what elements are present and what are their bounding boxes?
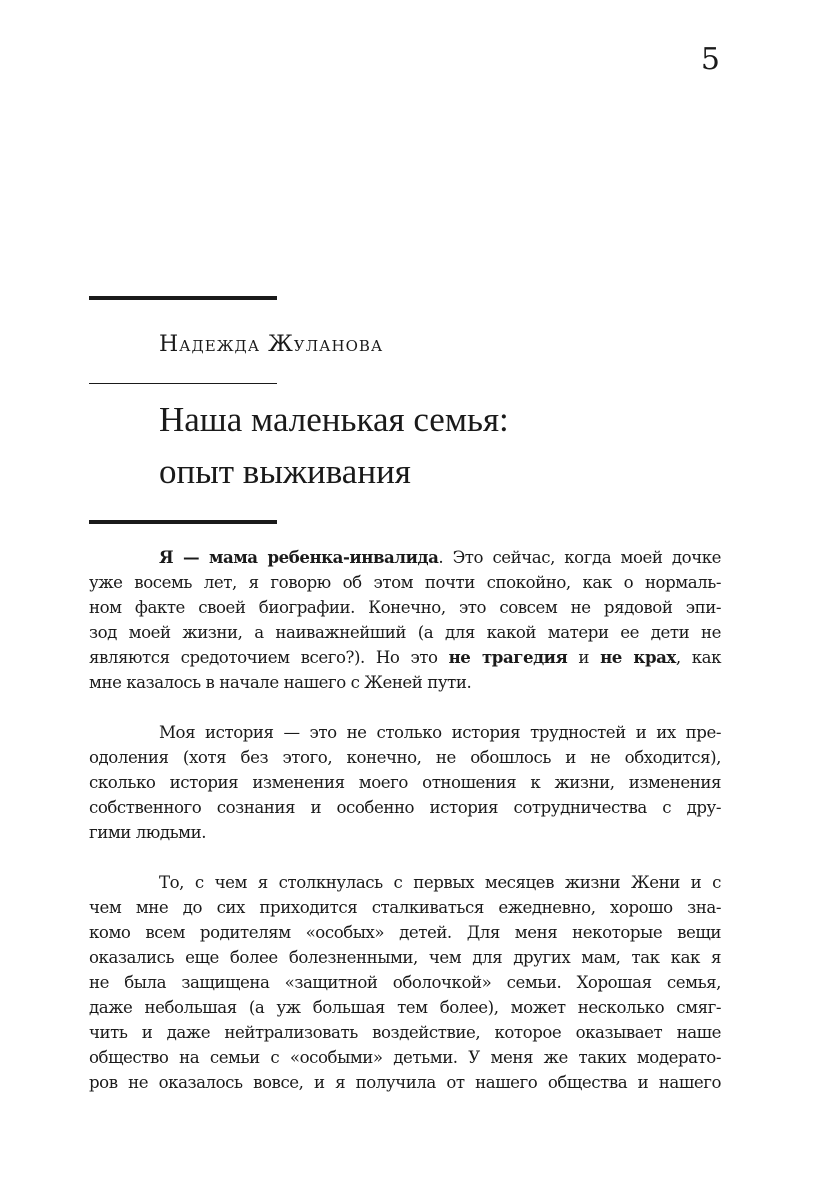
page-number: 5 xyxy=(700,42,720,77)
bold-phrase: Я — мама ребенка-инвалида xyxy=(159,547,439,567)
top-rule-divider xyxy=(89,296,277,300)
bold-phrase: не трагедия xyxy=(448,647,568,667)
middle-rule-divider xyxy=(89,383,277,384)
text-line: собственного сознания и особенно история сотрудничества с дру- xyxy=(89,798,721,817)
text-line: общество на семьи с «особыми» детьми. У меня же таких модерато- xyxy=(89,1048,721,1067)
text-line: одоления (хотя без этого, конечно, не обошлось и не обходится), xyxy=(89,748,721,767)
chapter-title-line-1: Наша маленькая семья: xyxy=(159,400,509,439)
text-line xyxy=(89,545,721,570)
bold-phrase: не крах xyxy=(600,647,676,667)
chapter-title xyxy=(159,394,509,498)
text-line: не была защищена «защитной оболочкой» семьи. Хорошая семья, xyxy=(89,973,721,992)
text-segment: , как xyxy=(675,648,721,667)
text-line: ров не оказалось вовсе, и я получила от нашего общества и нашего xyxy=(89,1073,721,1092)
text-line: уже восемь лет, я говорю об этом почти спокойно, как о нормаль- xyxy=(89,573,721,592)
text-segment: . Это сейчас, когда моей дочке xyxy=(438,548,722,567)
text-line: чить и даже нейтрализовать воздействие, которое оказывает наше xyxy=(89,1023,721,1042)
paragraph-1 xyxy=(89,545,721,695)
paragraph-2 xyxy=(89,720,721,845)
body-text xyxy=(89,545,721,1120)
bottom-rule-divider xyxy=(89,520,277,524)
text-line: даже небольшая (а уж большая тем более), может несколько смяг- xyxy=(89,998,721,1017)
paragraph-3 xyxy=(89,870,721,1095)
text-line: чем мне до сих приходится сталкиваться ежедневно, хорошо зна- xyxy=(89,898,721,917)
text-line: гими людьми. xyxy=(89,823,207,842)
text-line: мне казалось в начале нашего с Женей пути. xyxy=(89,673,472,692)
author-name: Надежда Жуланова xyxy=(159,332,384,357)
text-line: сколько история изменения моего отношения к жизни, изменения xyxy=(89,773,721,792)
text-line: комо всем родителям «особых» детей. Для меня некоторые вещи xyxy=(89,923,721,942)
text-line: зод моей жизни, а наиважнейший (а для какой матери ее дети не xyxy=(89,623,721,642)
text-line xyxy=(89,645,721,670)
text-line: То, с чем я столкнулась с первых месяцев жизни Жени и с xyxy=(159,873,721,892)
text-segment: и xyxy=(567,648,601,667)
text-line: Моя история — это не столько история трудностей и их пре- xyxy=(159,723,721,742)
text-segment: являются средоточием всего?). Но это xyxy=(89,648,449,667)
text-line: ном факте своей биографии. Конечно, это совсем не рядовой эпи- xyxy=(89,598,721,617)
text-line: оказались еще более болезненными, чем для других мам, так как я xyxy=(89,948,721,967)
chapter-title-line-2: опыт выживания xyxy=(159,452,411,491)
